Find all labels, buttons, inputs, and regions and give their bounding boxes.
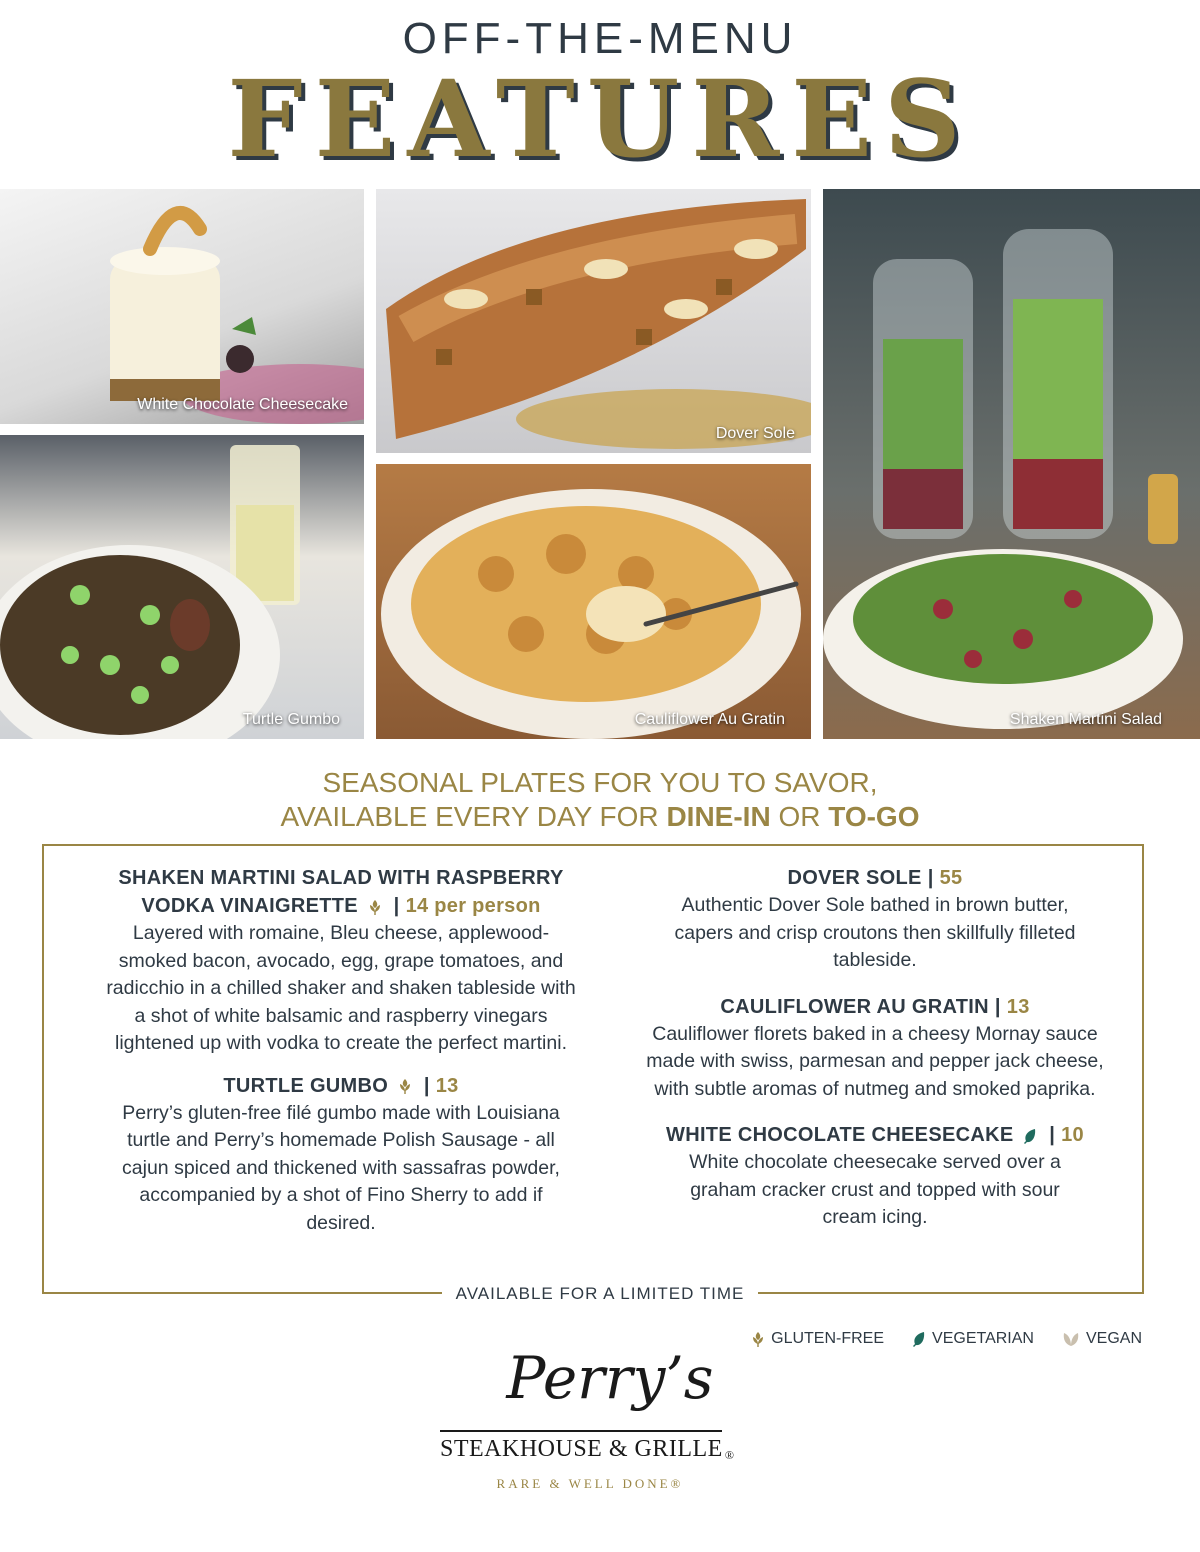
photo-caption: Dover Sole <box>715 425 795 442</box>
tagline-line-1: SEASONAL PLATES FOR YOU TO SAVOR, <box>322 767 878 798</box>
photo-caption: White Chocolate Cheesecake <box>137 396 348 413</box>
tagline-line-2 <box>0 800 1200 834</box>
item-title <box>640 864 1110 892</box>
menu-box <box>42 844 1144 1294</box>
vegetarian-icon <box>912 1331 926 1347</box>
item-title <box>640 993 1110 1021</box>
menu-column-right <box>640 864 1110 1246</box>
legend-vegan <box>1062 1330 1142 1348</box>
page-title: FEATURES <box>227 56 973 181</box>
item-title-text: CAULIFLOWER AU GRATIN <box>720 995 989 1018</box>
menu-item-turtle-gumbo <box>106 1072 576 1238</box>
item-title-text: VODKA VINAIGRETTE <box>141 895 358 917</box>
gratin-illustration <box>376 464 811 739</box>
item-price: 13 <box>1006 995 1030 1018</box>
menu-item-white-chocolate-cheesecake <box>640 1121 1110 1232</box>
menu-column-left <box>106 864 576 1251</box>
item-description: Authentic Dover Sole bathed in brown butter, capers and crisp croutons then skillfully filleted tableside. <box>674 894 1076 971</box>
item-title-text: DOVER SOLE <box>787 867 922 889</box>
item-description: Cauliflower florets baked in a cheesy Mornay sauce made with swiss, parmesan and pepper jack cheese, with subtle aromas of nutmeg and smoked paprika. <box>646 1022 1104 1100</box>
header-eyebrow: OFF-THE-MENU <box>402 14 798 63</box>
item-price: 13 <box>435 1074 459 1097</box>
gluten-free-icon <box>368 899 382 915</box>
separator: | <box>994 995 1001 1018</box>
item-description: Layered with romaine, Bleu cheese, applewood-smoked bacon, avocado, egg, grape tomatoes, and radicchio in a chilled shaker and shaken tableside with a shot of white balsamic and raspberry vinegars lightened up with vodka to create the perfect martini. <box>106 922 576 1054</box>
gumbo-illustration <box>0 435 364 739</box>
dover-sole-illustration <box>376 189 811 453</box>
photo-caption: Turtle Gumbo <box>242 711 340 728</box>
vegetarian-icon <box>1023 1128 1037 1144</box>
logo-rule <box>440 1430 722 1432</box>
menu-item-shaken-martini-salad <box>106 864 576 1058</box>
limited-time-text: AVAILABLE FOR A LIMITED TIME <box>442 1284 759 1303</box>
item-title <box>640 1121 1110 1149</box>
legend-label: GLUTEN-FREE <box>771 1330 885 1347</box>
menu-item-cauliflower-au-gratin <box>640 993 1110 1104</box>
photo-caption: Cauliflower Au Gratin <box>634 711 785 728</box>
vegan-icon <box>1062 1331 1080 1347</box>
legend-label: VEGAN <box>1085 1330 1142 1347</box>
separator: | <box>927 867 934 889</box>
logo-tagline: RARE & WELL DONE® <box>496 1476 684 1491</box>
legend-vegetarian <box>912 1330 1034 1348</box>
separator: | <box>1049 1124 1056 1146</box>
item-title-line-2 <box>106 892 576 920</box>
menu-item-dover-sole <box>640 864 1110 975</box>
photo-shaken-martini-salad <box>823 189 1200 739</box>
item-description: Perry’s gluten-free filé gumbo made with Louisiana turtle and Perry’s homemade Polish Sausage - all cajun spiced and thickened with sassafras powder, accompanied by a shot of Fino Sherry to add if desired. <box>122 1101 560 1234</box>
photo-white-chocolate-cheesecake <box>0 189 364 424</box>
separator: | <box>423 1074 430 1097</box>
tagline-prefix: AVAILABLE EVERY DAY FOR <box>280 801 667 832</box>
gluten-free-icon <box>398 1078 412 1094</box>
legend-label: VEGETARIAN <box>932 1330 1034 1347</box>
tagline <box>0 766 1200 834</box>
item-description: White chocolate cheesecake served over a graham cracker crust and topped with sour cream icing. <box>689 1151 1061 1228</box>
item-title-text: WHITE CHOCOLATE CHEESECAKE <box>666 1124 1014 1146</box>
item-title-text: TURTLE GUMBO <box>223 1074 389 1097</box>
item-title <box>106 864 576 920</box>
perrys-logo <box>440 1344 740 1504</box>
logo-name <box>440 1436 740 1463</box>
item-price: 10 <box>1061 1124 1084 1146</box>
martini-salad-illustration <box>823 189 1200 739</box>
photo-dover-sole <box>376 189 811 453</box>
logo-script: Perry’s <box>506 1344 714 1412</box>
logo-name-text: STEAKHOUSE & GRILLE <box>440 1436 723 1462</box>
tagline-or: OR <box>770 801 829 832</box>
separator: | <box>393 895 400 917</box>
legend-gluten-free <box>751 1330 884 1348</box>
photo-turtle-gumbo <box>0 435 364 739</box>
item-title-line-1: SHAKEN MARTINI SALAD WITH RASPBERRY <box>118 867 564 889</box>
diet-legend <box>751 1330 1142 1348</box>
photo-caption: Shaken Martini Salad <box>1009 711 1162 728</box>
tagline-to-go: TO-GO <box>828 801 920 832</box>
item-price: 14 per person <box>405 895 541 917</box>
photo-cauliflower-au-gratin <box>376 464 811 739</box>
gluten-free-icon <box>751 1331 765 1347</box>
limited-time-note <box>0 1284 1200 1304</box>
cheesecake-illustration <box>0 189 364 424</box>
tagline-dine-in: DINE-IN <box>666 801 771 832</box>
item-price: 55 <box>939 867 963 889</box>
item-title <box>106 1072 576 1100</box>
logo-registered: ® <box>724 1448 735 1462</box>
